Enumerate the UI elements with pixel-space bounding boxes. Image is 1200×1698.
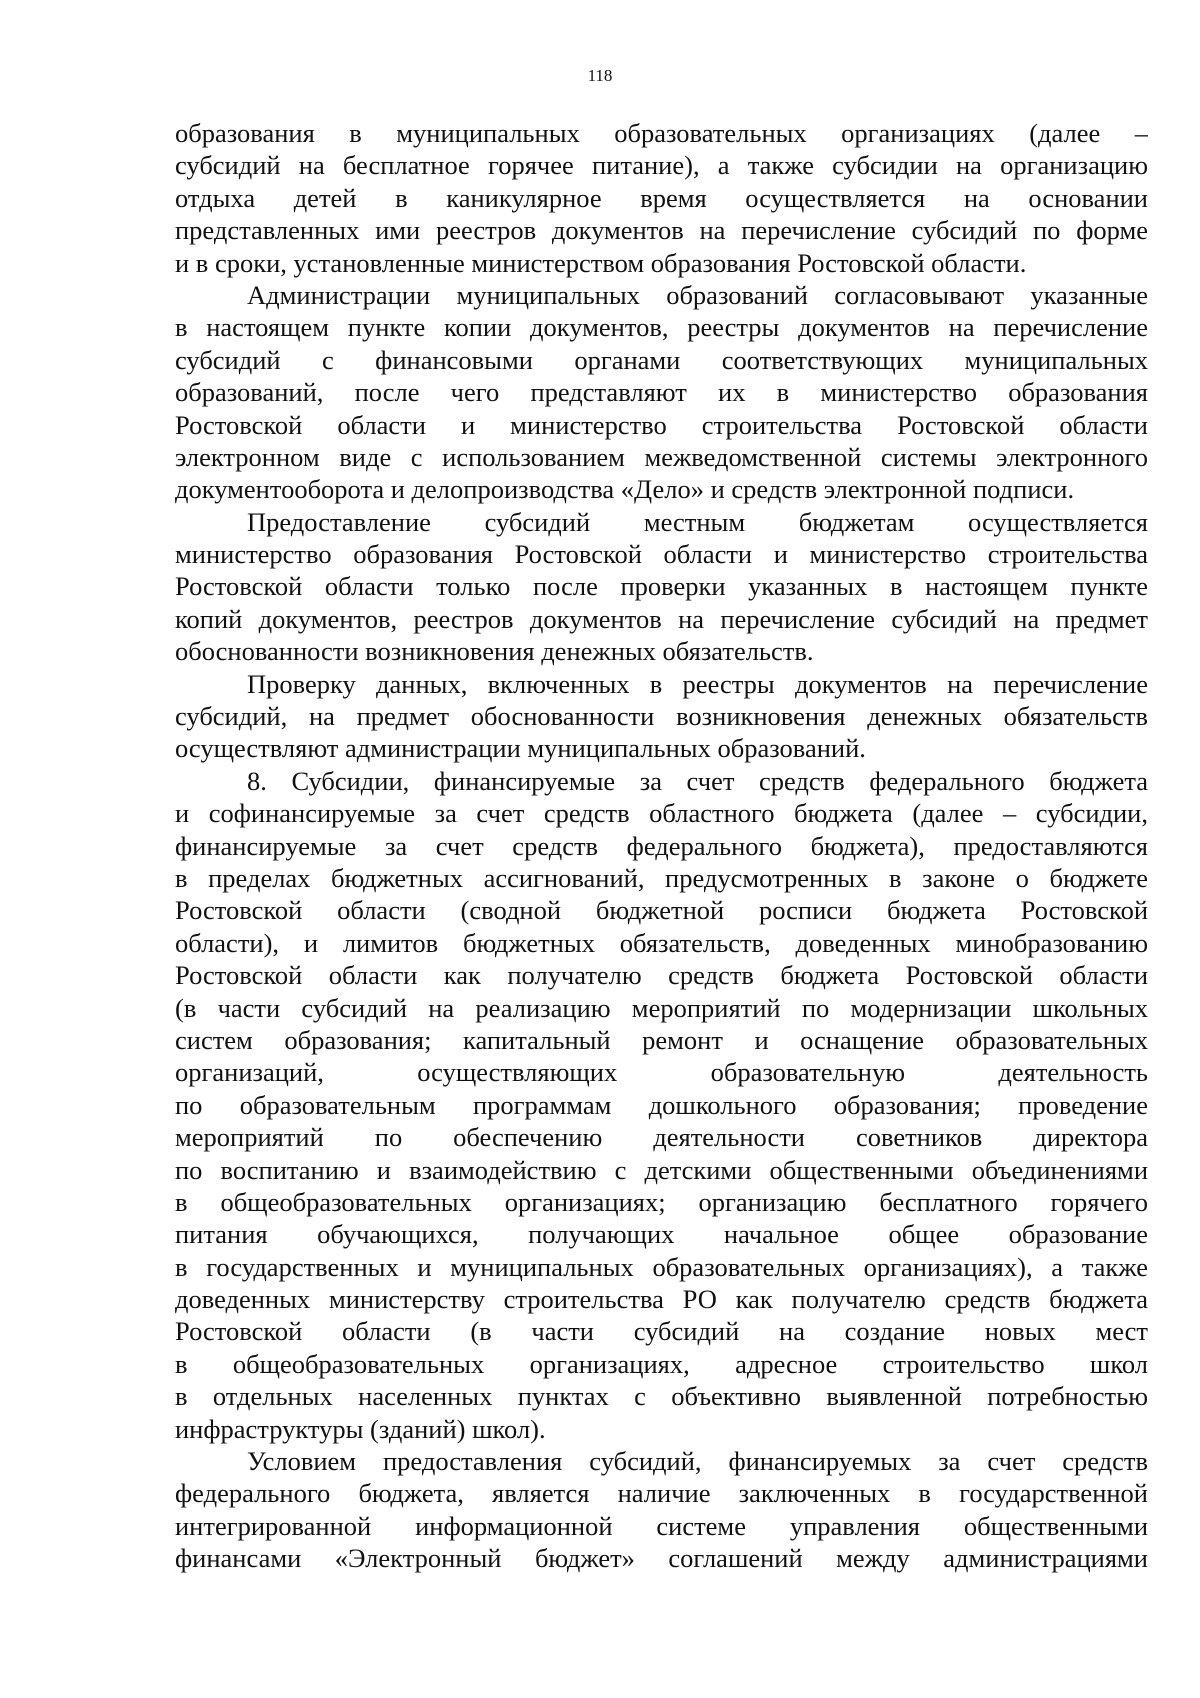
paragraph [175, 279, 1148, 506]
text-line: организаций, осуществляющих образовательную деятельность [175, 1057, 1148, 1088]
text-line: систем образования; капитальный ремонт и оснащение образовательных [175, 1024, 1148, 1055]
text-line: Ростовской области (в части субсидий на создание новых мест [175, 1316, 1148, 1347]
text-line: образования в муниципальных образовательных организациях (далее – [175, 118, 1148, 148]
text-line: в общеобразовательных организациях; организацию бесплатного горячего [175, 1186, 1148, 1217]
text-line: Ростовской области как получателю средств бюджета Ростовской области [175, 960, 1148, 991]
text-line: Ростовской области и министерство строительства Ростовской области [175, 409, 1148, 440]
text-line: электронном виде с использованием межведомственной системы электронного [175, 441, 1148, 472]
text-line: Проверку данных, включенных в реестры документов на перечисление [247, 668, 1148, 699]
text-line: Предоставление субсидий местным бюджетам осуществляется [247, 506, 1148, 537]
text-line: Условием предоставления субсидий, финансируемых за счет средств [247, 1446, 1148, 1477]
text-line: и софинансируемые за счет средств областного бюджета (далее – субсидии, [175, 798, 1148, 829]
paragraph [175, 765, 1148, 1445]
text-line: в отдельных населенных пунктах с объективно выявленной потребностью [175, 1381, 1148, 1412]
text-line: в настоящем пункте копии документов, реестры документов на перечисление [175, 312, 1148, 343]
text-line: копий документов, реестров документов на перечисление субсидий на предмет [175, 603, 1148, 634]
text-line: осуществляют администрации муниципальных образований. [175, 733, 866, 764]
text-line: обоснованности возникновения денежных обязательств. [175, 636, 814, 667]
text-line: доведенных министерству строительства РО как получателю средств бюджета [175, 1284, 1148, 1315]
paragraph [175, 1445, 1148, 1575]
text-line: 8. Субсидии, финансируемые за счет средств федерального бюджета [247, 765, 1148, 796]
text-line: Ростовской области только после проверки указанных в настоящем пункте [175, 571, 1148, 602]
paragraph [175, 506, 1148, 668]
text-line: по образовательным программам дошкольного образования; проведение [175, 1089, 1148, 1120]
text-line: субсидий, на предмет обоснованности возникновения денежных обязательств [175, 701, 1148, 732]
text-line: области), и лимитов бюджетных обязательств, доведенных минобразованию [175, 927, 1148, 958]
text-line: в пределах бюджетных ассигнований, предусмотренных в законе о бюджете [175, 862, 1148, 893]
text-line: в общеобразовательных организациях, адресное строительство школ [175, 1348, 1148, 1379]
text-line: представленных ими реестров документов на перечисление субсидий по форме [175, 215, 1148, 246]
text-line: Администрации муниципальных образований согласовывают указанные [247, 279, 1148, 310]
text-line: образований, после чего представляют их в министерство образования [175, 377, 1148, 408]
text-line: документооборота и делопроизводства «Дело» и средств электронной подписи. [175, 474, 1075, 505]
text-line: (в части субсидий на реализацию мероприятий по модернизации школьных [175, 992, 1148, 1023]
text-line: финансами «Электронный бюджет» соглашений между администрациями [175, 1543, 1148, 1574]
paragraph [175, 117, 1148, 279]
text-line: мероприятий по обеспечению деятельности советников директора [175, 1122, 1148, 1153]
document-body [175, 117, 1148, 1575]
text-line: федерального бюджета, является наличие заключенных в государственной [175, 1478, 1148, 1509]
text-line: и в сроки, установленные министерством образования Ростовской области. [175, 247, 1027, 278]
text-line: инфраструктуры (зданий) школ). [175, 1413, 546, 1444]
page-number: 118 [587, 66, 613, 85]
text-line: по воспитанию и взаимодействию с детскими общественными объединениями [175, 1154, 1148, 1185]
text-line: финансируемые за счет средств федерального бюджета), предоставляются [175, 830, 1148, 861]
text-line: субсидий с финансовыми органами соответствующих муниципальных [175, 344, 1148, 375]
text-line: в государственных и муниципальных образовательных организациях), а также [175, 1251, 1148, 1282]
text-line: питания обучающихся, получающих начальное общее образование [175, 1219, 1148, 1250]
paragraph [175, 668, 1148, 765]
text-line: министерство образования Ростовской области и министерство строительства [175, 539, 1148, 570]
text-line: субсидий на бесплатное горячее питание), а также субсидии на организацию [175, 150, 1148, 181]
text-line: Ростовской области (сводной бюджетной росписи бюджета Ростовской [175, 895, 1148, 926]
text-line: отдыха детей в каникулярное время осуществляется на основании [175, 182, 1148, 213]
text-line: интегрированной информационной системе управления общественными [175, 1510, 1148, 1541]
